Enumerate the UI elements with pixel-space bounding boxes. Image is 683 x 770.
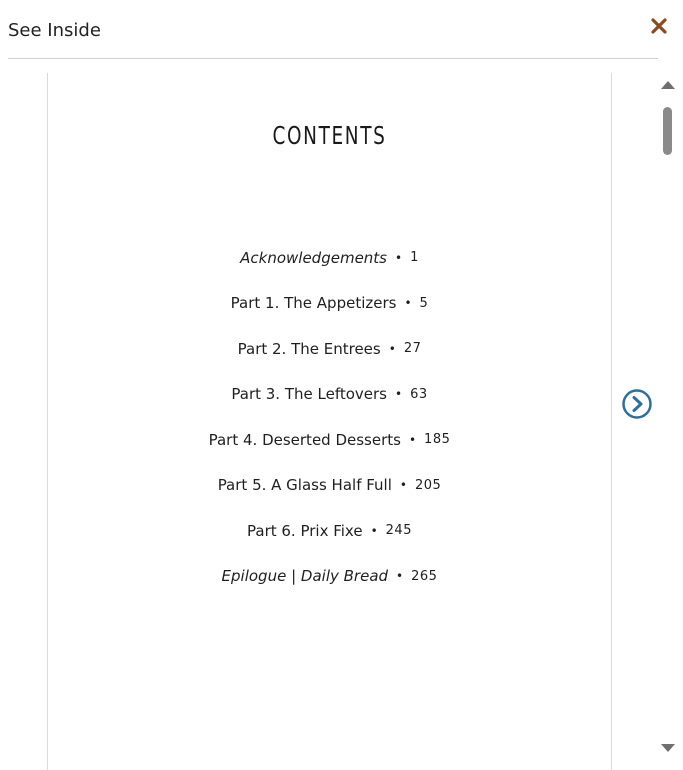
toc-separator: • [395, 387, 403, 402]
scroll-down-arrow-icon[interactable] [661, 744, 675, 752]
dialog-title: See Inside [8, 20, 101, 41]
next-page-button[interactable] [621, 388, 653, 420]
chevron-right-circle-icon [621, 388, 653, 420]
toc-separator: • [388, 341, 396, 356]
toc-entry [48, 372, 611, 418]
toc-page-number: 27 [403, 341, 422, 357]
book-page [47, 73, 612, 770]
toc-entry [48, 417, 611, 463]
toc-page-number: 5 [419, 295, 429, 311]
table-of-contents [48, 235, 611, 599]
toc-entry [48, 235, 611, 281]
toc-separator: • [396, 569, 404, 584]
toc-entry-title: Part 4. Deserted Desserts [208, 430, 401, 449]
toc-entry [48, 281, 611, 327]
toc-page-number: 1 [410, 250, 419, 266]
toc-entry-title: Part 2. The Entrees [237, 339, 381, 358]
toc-entry [48, 554, 611, 600]
toc-page-number: 265 [411, 568, 438, 584]
dialog-header [0, 0, 683, 58]
scrollbar-thumb[interactable] [663, 107, 672, 155]
toc-entry-title: Part 3. The Leftovers [231, 385, 387, 404]
contents-heading: CONTENTS [272, 121, 387, 150]
toc-page-number: 185 [424, 432, 451, 448]
toc-entry-title: Part 5. A Glass Half Full [217, 476, 392, 495]
toc-entry-title: Acknowledgements [240, 248, 387, 267]
close-x-icon [650, 17, 668, 35]
toc-separator: • [408, 432, 417, 447]
toc-entry-title: Part 1. The Appetizers [230, 294, 397, 313]
toc-entry [48, 463, 611, 509]
close-button[interactable] [647, 14, 671, 38]
toc-page-number: 205 [414, 477, 442, 493]
scroll-up-arrow-icon[interactable] [661, 81, 675, 89]
toc-separator: • [399, 478, 407, 493]
toc-entry [48, 508, 611, 554]
toc-entry [48, 326, 611, 372]
toc-page-number: 245 [385, 523, 412, 539]
toc-separator: • [395, 250, 403, 265]
vertical-scrollbar[interactable] [660, 77, 676, 757]
page-viewer [0, 59, 683, 770]
toc-separator: • [404, 296, 412, 311]
toc-entry-title: Epilogue | Daily Bread [221, 567, 389, 586]
toc-entry-title: Part 6. Prix Fixe [247, 521, 363, 540]
toc-page-number: 63 [410, 386, 428, 402]
toc-separator: • [370, 523, 378, 538]
